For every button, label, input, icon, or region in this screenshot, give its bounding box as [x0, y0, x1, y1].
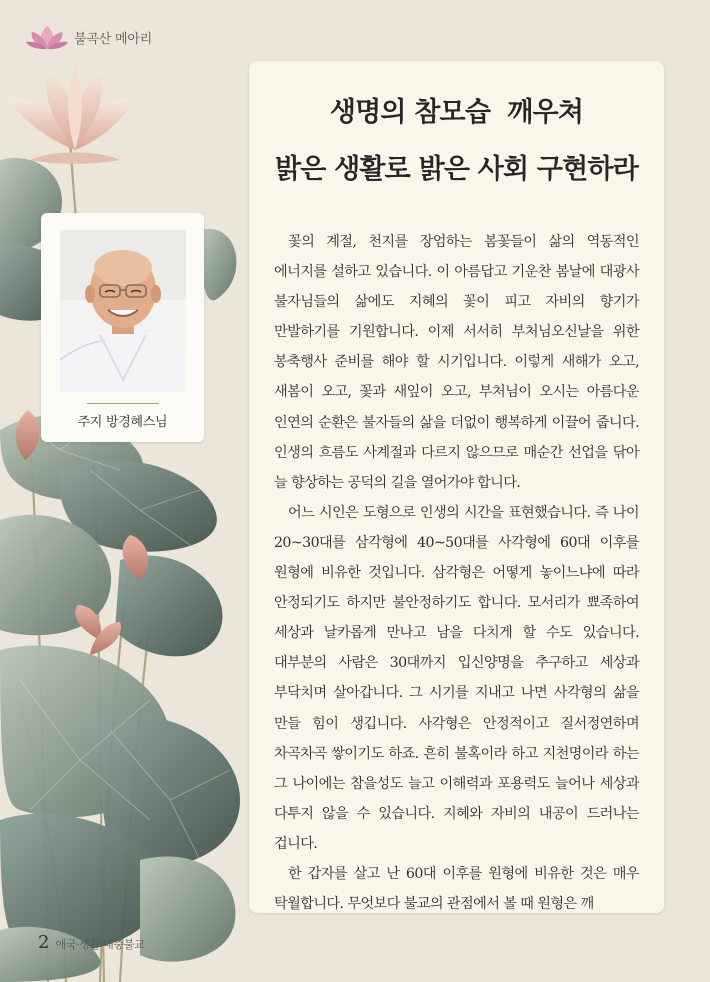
magazine-name: 애국·생활·대중불교 — [55, 938, 145, 951]
abbot-caption: 주지 방경혜스님 — [77, 415, 168, 430]
section-header — [26, 20, 152, 54]
section-title: 불곡산 메아리 — [74, 31, 153, 47]
abbot-portrait — [60, 230, 186, 392]
article-title-line-2: 밝은 생활로 밝은 사회 구현하라 — [274, 154, 639, 185]
abbot-photo-card — [41, 213, 204, 442]
article-body — [274, 227, 639, 919]
article-panel — [249, 61, 664, 913]
article-paragraph: 꽃의 계절, 천지를 장엄하는 봄꽃들이 삶의 역동적인 에너지를 설하고 있습니다. 이 아름답고 기운찬 봄날에 대광사 불자님들의 삶에도 지혜의 꽃이 피고 자비의 향기가 만발하기를 기원합니다. 이제 서서히 부처님오신날을 위한 봉축행사 준비를 해야 할 시기입니다. 이렇게 새해가 오고, 새봄이 오고, 꽃과 새잎이 오고, 부처님이 오시는 아름다운 인연의 순환은 불자들의 삶을 더없이 행복하게 이끌어 줍니다. 인생의 흐름도 사계절과 다르지 않으므로 매순간 선업을 닦아 늘 향상하는 공덕의 길을 열어가야 합니다. — [274, 234, 639, 491]
page-footer — [38, 932, 144, 953]
page-number: 2 — [38, 932, 50, 953]
article-paragraph: 한 갑자를 살고 난 60대 이후를 원형에 비유한 것은 매우 탁월합니다. 무엇보다 불교의 관점에서 볼 때 원형은 깨 — [274, 865, 639, 913]
article-paragraph: 어느 시인은 도형으로 인생의 시간을 표현했습니다. 즉 나이 20~30대를 삼각형에 40~50대를 사각형에 60대 이후를 원형에 비유한 것입니다. 삼각형은 어떻게 놓이느냐에 따라 안정되기도 하지만 불안정하기도 합니다. 모서리가 뾰족하여 세상과 날카롭게 만나고 남을 다치게 할 수도 있습니다. 대부분의 사람은 30대까지 입신양명을 추구하고 세상과 부닥치며 살아갑니다. 그 시기를 지내고 나면 사각형의 삶을 만들 힘이 생깁니다. 사각형은 안정적이고 질서정연하며 차곡차곡 쌓이기도 하죠. 흔히 불혹이라 하고 지천명이라 하는 그 나이에는 참을성도 늘고 이해력과 포용력도 늘어나 세상과 다투지 않을 수 있습니다. 지혜와 자비의 내공이 드러나는 겁니다. — [274, 504, 639, 852]
article-title-line-1: 생명의 참모습 깨우쳐 — [329, 97, 584, 128]
lotus-logo-icon — [26, 22, 68, 52]
caption-divider — [87, 403, 159, 404]
